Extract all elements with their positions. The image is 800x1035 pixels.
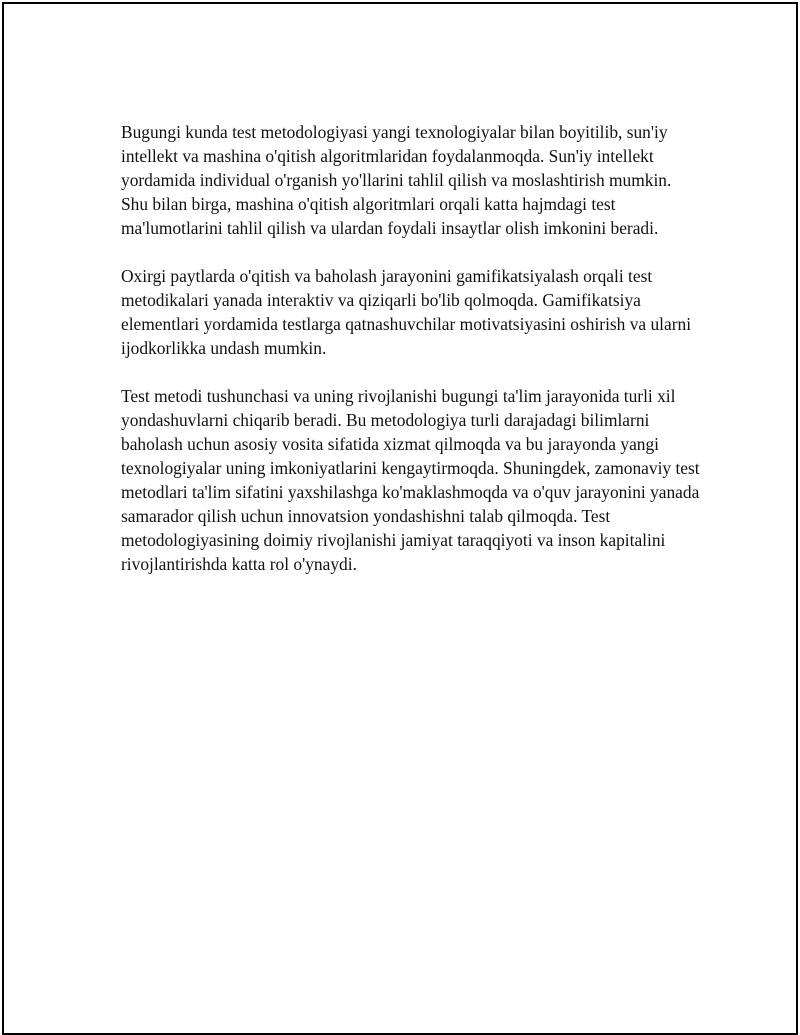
paragraph-1: Bugungi kunda test metodologiyasi yangi texnologiyalar bilan boyitilib, sun'iy intellekt va mashina o'qitish algoritmlaridan foydalanmoqda. Sun'iy intellekt yordamida individual o'rganish yo'llarini tahlil qilish va moslashtirish mumkin. Shu bilan birga, mashina o'qitish algoritmlari orqali katta hajmdagi test ma'lumotlarini tahlil qilish va ulardan foydali insaytlar olish imkonini beradi. <box>121 122 672 238</box>
paragraph-3: Test metodi tushunchasi va uning rivojlanishi bugungi ta'lim jarayonida turli xil yondashuvlarni chiqarib beradi. Bu metodologiya turli darajadagi bilimlarni baholash uchun asosiy vosita sifatida xizmat qilmoqda va bu jarayonda yangi texnologiyalar uning imkoniyatlarini kengaytirmoqda. Shuningdek, zamonaviy test metodlari ta'lim sifatini yaxshilashga ko'maklashmoqda va o'quv jarayonini yanada samarador qilish uchun innovatsion yondashishni talab qilmoqda. Test metodologiyasining doimiy rivojlanishi jamiyat taraqqiyoti va inson kapitalini rivojlantirishda katta rol o'ynaydi. <box>121 386 700 574</box>
paragraph-2: Oxirgi paytlarda o'qitish va baholash jarayonini gamifikatsiyalash orqali test metodikalari yanada interaktiv va qiziqarli bo'lib qolmoqda. Gamifikatsiya elementlari yordamida testlarga qatnashuvchilar motivatsiyasini oshirish va ularni ijodkorlikka undash mumkin. <box>121 266 692 358</box>
document-body <box>121 120 701 600</box>
page-frame <box>2 2 798 1035</box>
